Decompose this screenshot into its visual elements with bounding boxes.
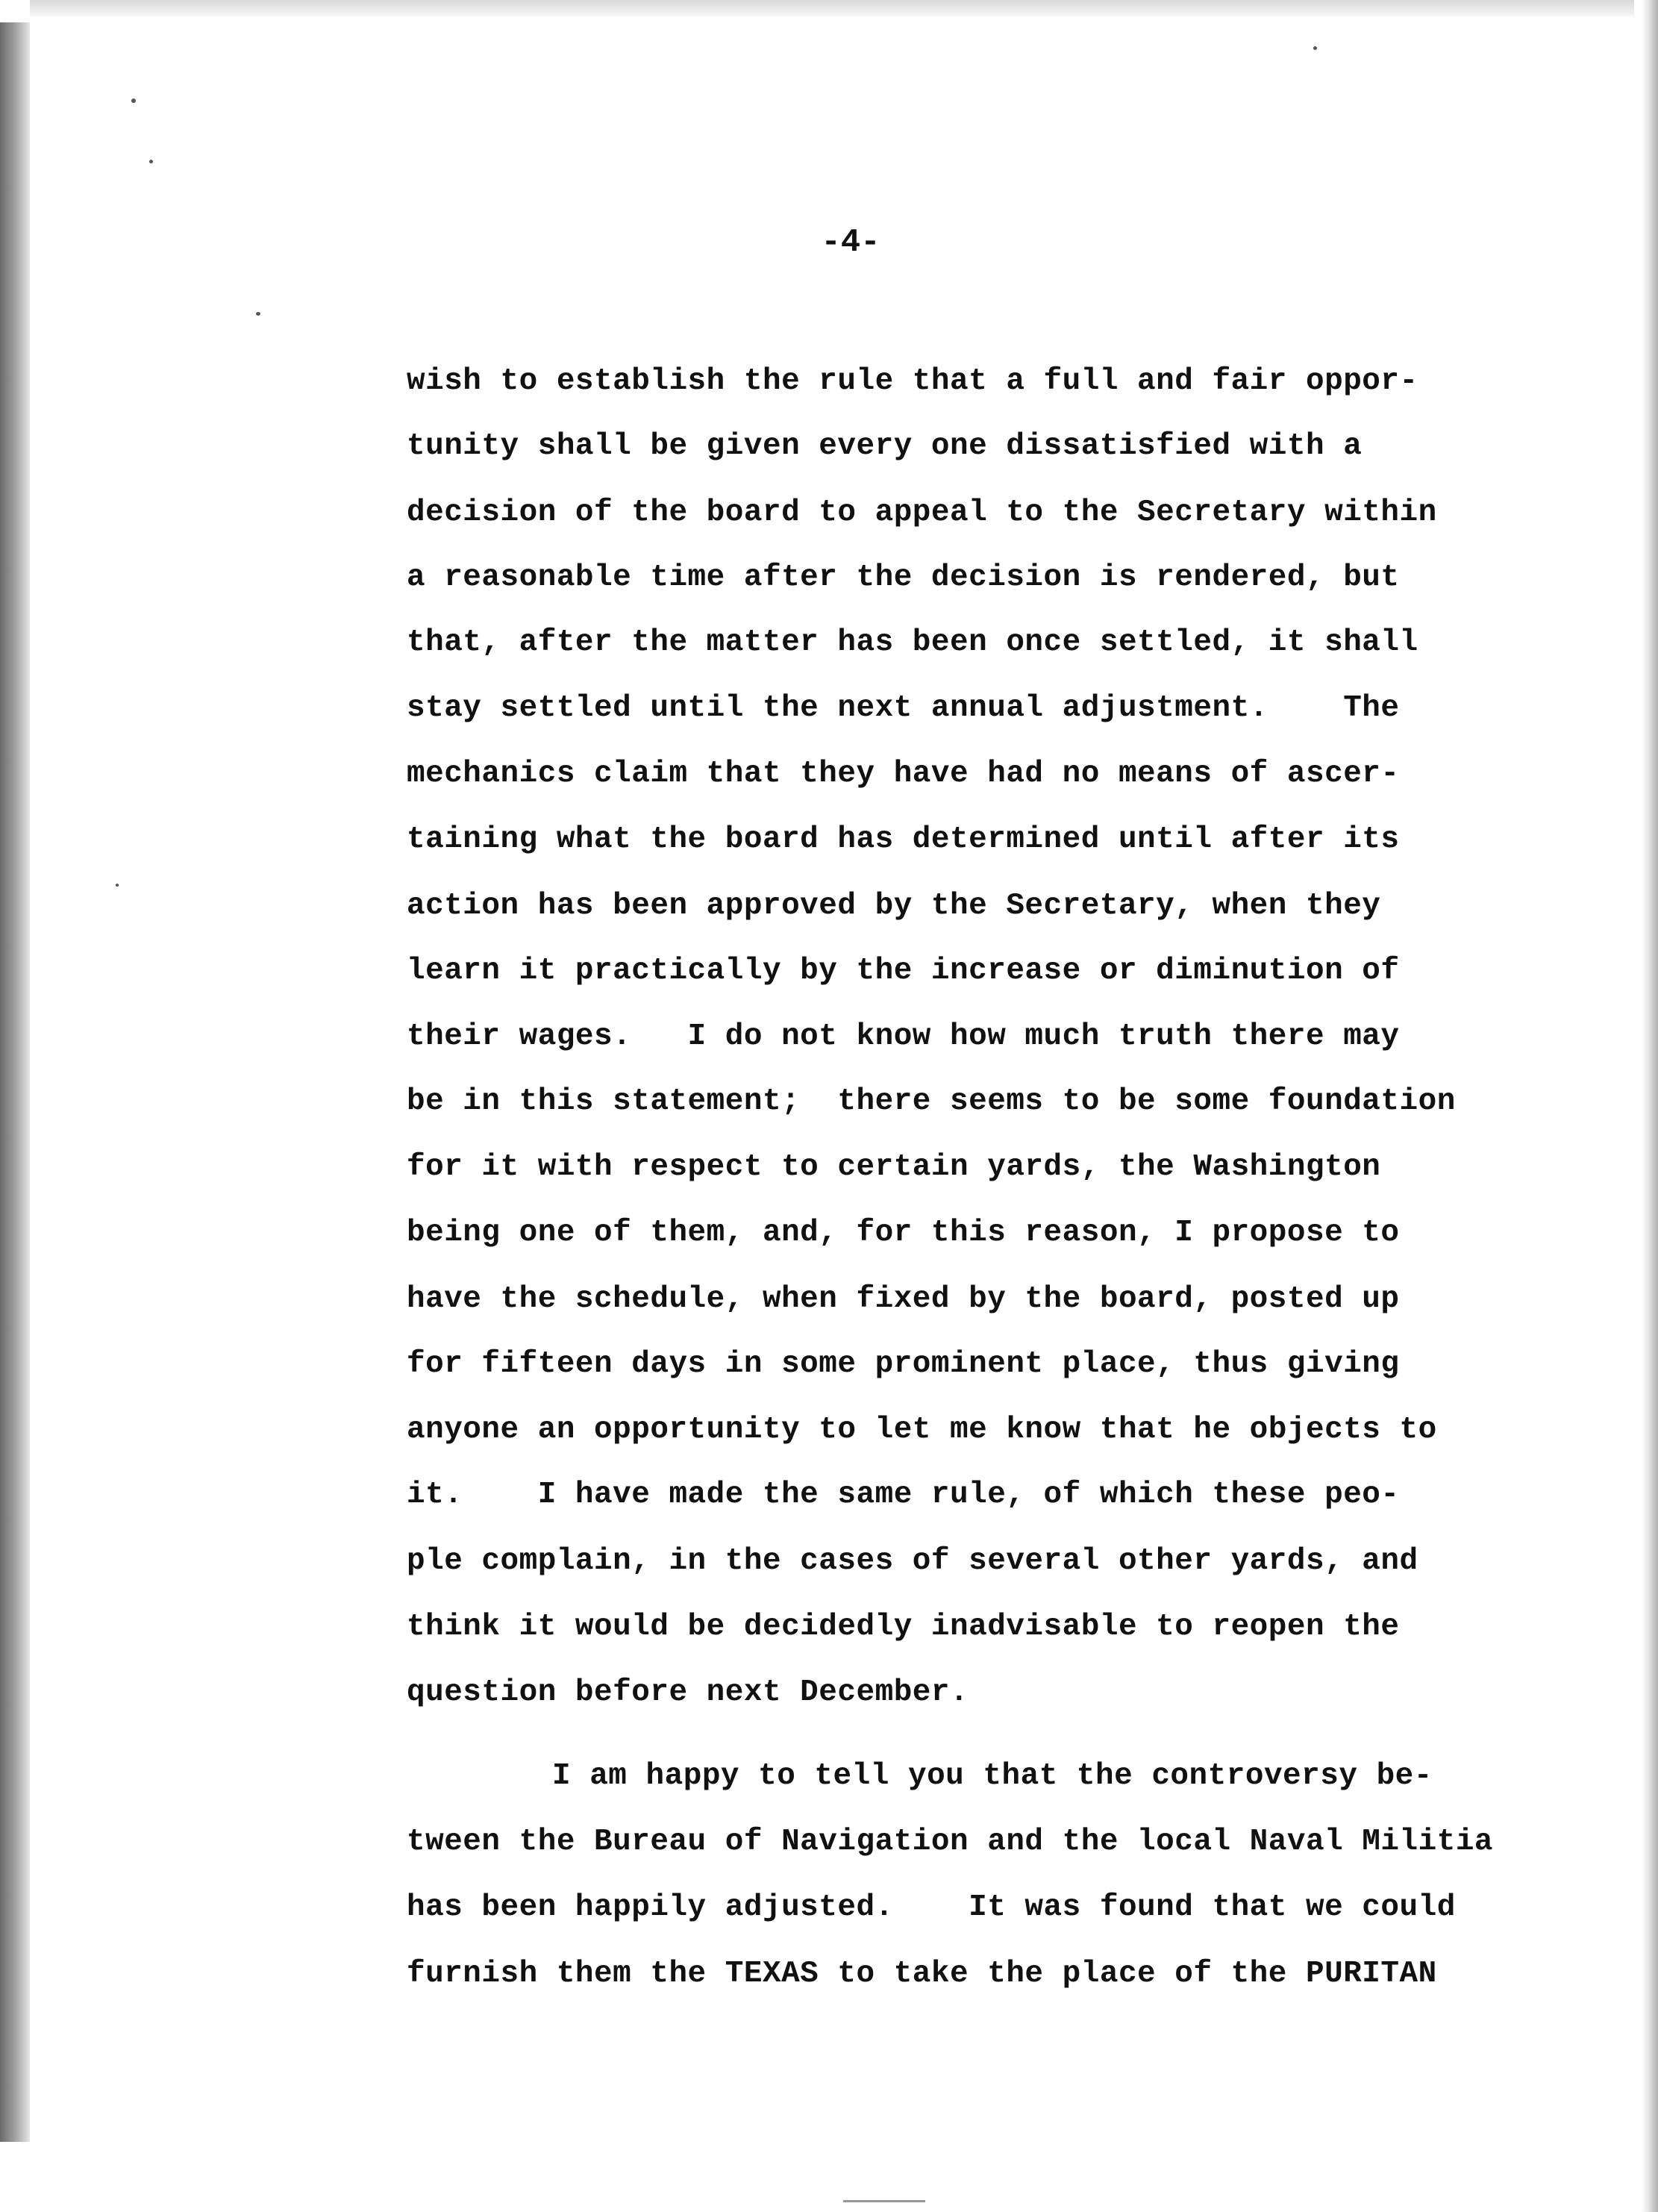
page-number: -4- xyxy=(821,224,880,261)
text-line: a reasonable time after the decision is rendered, but xyxy=(407,560,1400,595)
text-line: it. I have made the same rule, of which these peo- xyxy=(407,1478,1400,1512)
text-line: question before next December. xyxy=(407,1675,969,1710)
text-line: tween the Bureau of Navigation and the local Naval Militia xyxy=(407,1825,1494,1859)
text-line: their wages. I do not know how much truth there may xyxy=(407,1019,1400,1054)
text-line: learn it practically by the increase or diminution of xyxy=(407,954,1400,988)
scan-speck xyxy=(149,160,153,163)
text-line: tunity shall be given every one dissatisfied with a xyxy=(407,429,1363,463)
text-line: furnish them the TEXAS to take the place of the PURITAN xyxy=(407,1957,1437,1991)
text-line: action has been approved by the Secretary, when they xyxy=(407,889,1381,923)
text-line: has been happily adjusted. It was found that we could xyxy=(407,1890,1456,1925)
text-line: taining what the board has determined until after its xyxy=(407,822,1400,857)
text-line: mechanics claim that they have had no means of ascer- xyxy=(407,757,1400,791)
text-line: being one of them, and, for this reason, I propose to xyxy=(407,1216,1400,1250)
scan-mark-bottom xyxy=(843,2200,925,2202)
text-line: wish to establish the rule that a full and fair oppor- xyxy=(407,364,1418,399)
text-line: ple complain, in the cases of several other yards, and xyxy=(407,1544,1418,1578)
scan-speck xyxy=(256,312,260,316)
text-line: stay settled until the next annual adjustment. The xyxy=(407,691,1400,725)
text-line: for fifteen days in some prominent place, thus giving xyxy=(407,1347,1400,1381)
scan-shadow-top xyxy=(30,0,1634,16)
scan-shadow-left xyxy=(0,22,30,2142)
text-line: I am happy to tell you that the controversy be- xyxy=(552,1759,1433,1793)
text-line: anyone an opportunity to let me know that he objects to xyxy=(407,1413,1437,1447)
scan-shadow-right xyxy=(1642,0,1658,2212)
text-line: be in this statement; there seems to be some foundation xyxy=(407,1084,1456,1119)
text-line: that, after the matter has been once settled, it shall xyxy=(407,625,1418,660)
text-line: for it with respect to certain yards, the Washington xyxy=(407,1150,1381,1184)
text-line: decision of the board to appeal to the Secretary within xyxy=(407,496,1437,530)
text-line: think it would be decidedly inadvisable to reopen the xyxy=(407,1610,1400,1644)
scan-speck xyxy=(1313,46,1317,50)
text-line: have the schedule, when fixed by the board, posted up xyxy=(407,1282,1400,1316)
scan-speck xyxy=(131,99,136,103)
scan-speck xyxy=(116,884,119,887)
